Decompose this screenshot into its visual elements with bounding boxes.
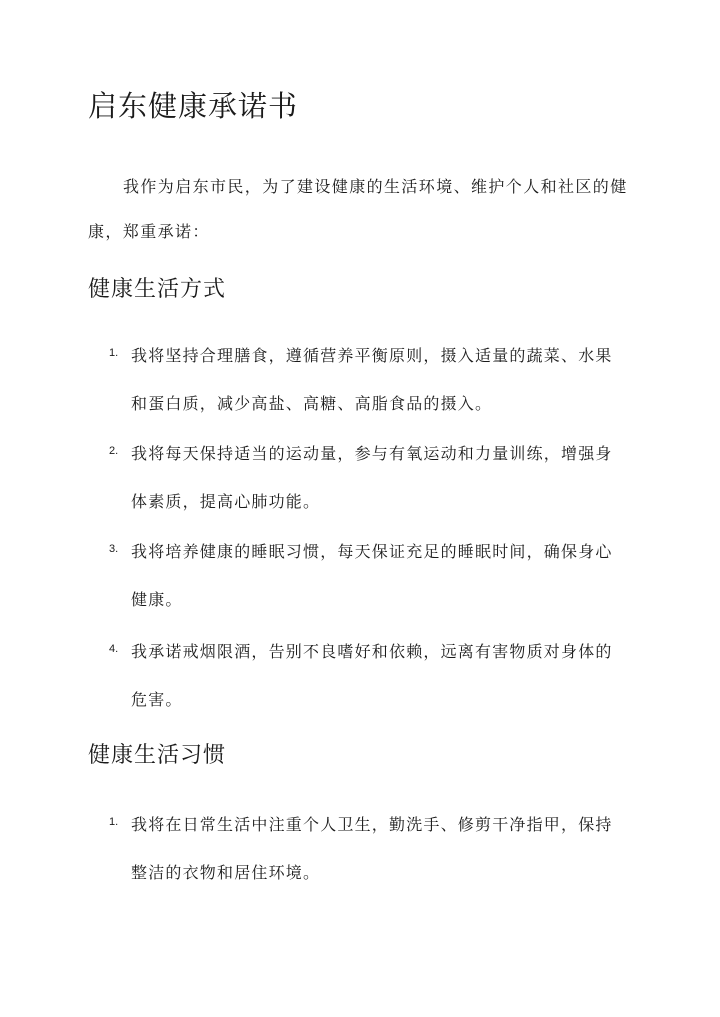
list-item-number: 4. [109,643,119,655]
list-item-number: 2. [109,445,119,457]
list-item-text: 我将培养健康的睡眠习惯，每天保证充足的睡眠时间，确保身心健康。 [131,542,613,609]
list-item-text: 我承诺戒烟限酒，告别不良嗜好和依赖，远离有害物质对身体的危害。 [131,642,613,709]
list-item-number: 3. [109,543,119,555]
list-item-text: 我将坚持合理膳食，遵循营养平衡原则，摄入适量的蔬菜、水果和蛋白质，减少高盐、高糖、高脂食品的摄入。 [131,346,613,413]
list-item-number: 1. [109,347,119,359]
section-heading-habits: 健康生活习惯 [88,743,227,768]
list-item-text: 我将在日常生活中注重个人卫生，勤洗手、修剪干净指甲，保持整洁的衣物和居住环境。 [131,815,613,882]
intro-paragraph: 我作为启东市民，为了建设健康的生活环境、维护个人和社区的健康，郑重承诺： [88,177,628,241]
section-heading-lifestyle: 健康生活方式 [88,277,227,302]
list-item-text: 我将每天保持适当的运动量，参与有氧运动和力量训练，增强身体素质，提高心肺功能。 [131,444,613,511]
list-item-number: 1. [109,816,119,828]
document-title: 启东健康承诺书 [88,89,299,123]
